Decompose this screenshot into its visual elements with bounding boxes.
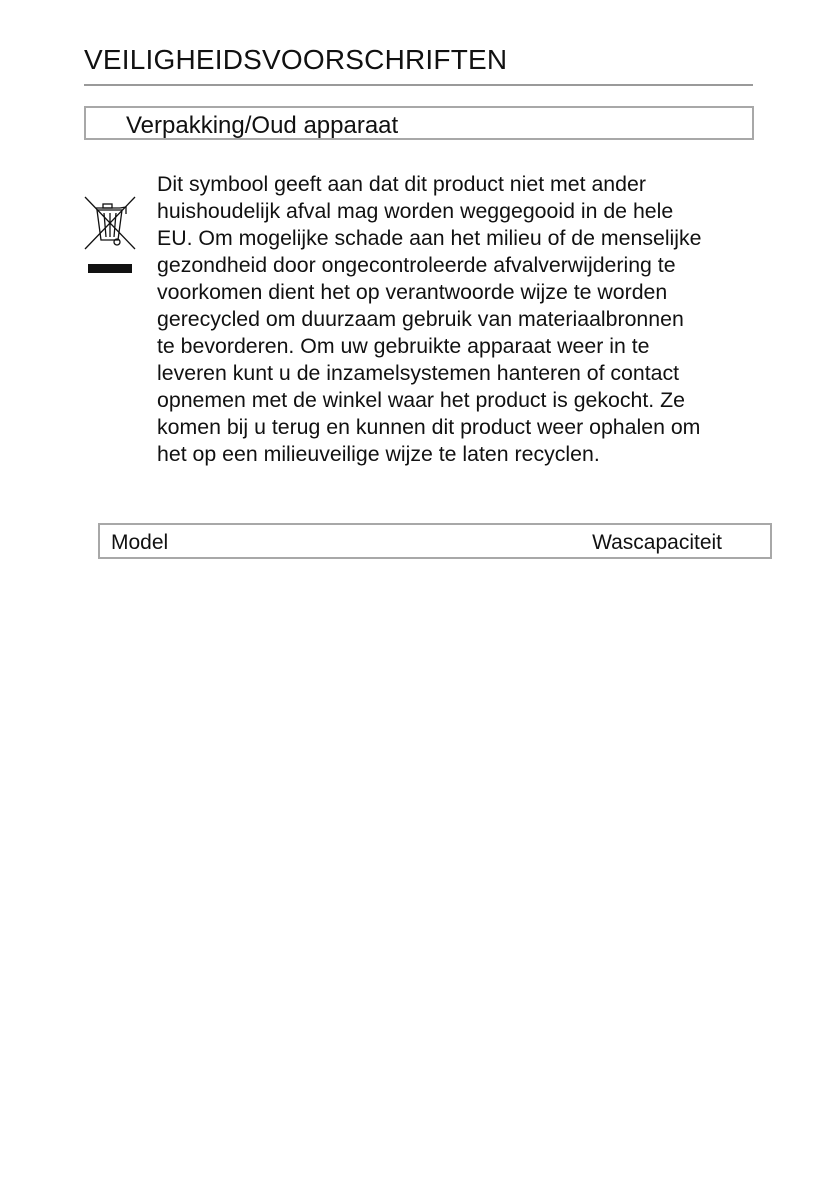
paragraph-line: gezondheid door ongecontroleerde afvalverwijdering te bbox=[157, 253, 676, 277]
paragraph-line: Dit symbool geeft aan dat dit product niet met ander bbox=[157, 172, 646, 196]
column-header-capacity: Wascapaciteit bbox=[592, 531, 722, 554]
paragraph-line: komen bij u terug en kunnen dit product weer ophalen om bbox=[157, 415, 701, 439]
paragraph-line: gerecycled om duurzaam gebruik van materiaalbronnen bbox=[157, 307, 684, 331]
disposal-paragraph bbox=[157, 171, 777, 468]
page-title: VEILIGHEIDSVOORSCHRIFTEN bbox=[84, 44, 508, 75]
column-header-model: Model bbox=[111, 531, 169, 554]
title-divider bbox=[84, 84, 753, 86]
section-title: Verpakking/Oud apparaat bbox=[126, 112, 399, 139]
paragraph-line: het op een milieuveilige wijze te laten recyclen. bbox=[157, 442, 600, 466]
model-capacity-table-header bbox=[98, 523, 772, 559]
section-header-box bbox=[84, 106, 754, 140]
paragraph-line: leveren kunt u de inzamelsystemen hanteren of contact bbox=[157, 361, 680, 385]
crossed-out-wheelie-bin-icon bbox=[82, 194, 138, 276]
paragraph-line: voorkomen dient het op verantwoorde wijze te worden bbox=[157, 280, 668, 304]
paragraph-line: te bevorderen. Om uw gebruikte apparaat weer in te bbox=[157, 334, 650, 358]
paragraph-line: opnemen met de winkel waar het product is gekocht. Ze bbox=[157, 388, 685, 412]
paragraph-line: huishoudelijk afval mag worden weggegooid in de hele bbox=[157, 199, 674, 223]
paragraph-line: EU. Om mogelijke schade aan het milieu of de menselijke bbox=[157, 226, 702, 250]
